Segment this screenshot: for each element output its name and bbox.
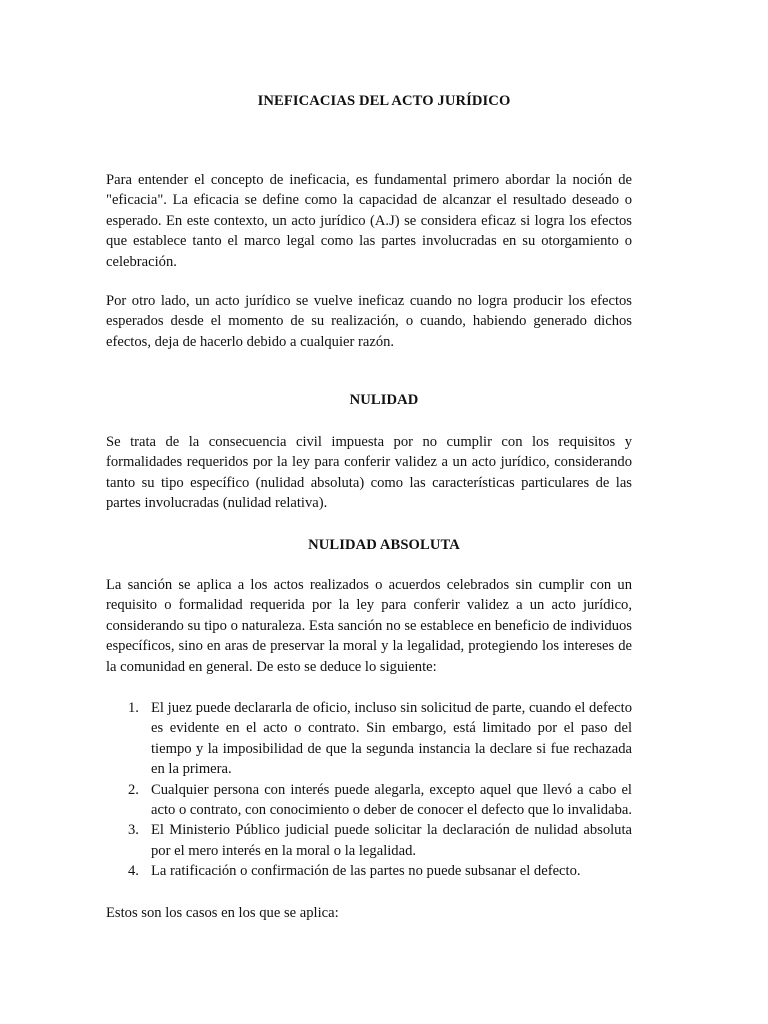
section-heading-nulidad-absoluta: NULIDAD ABSOLUTA [308, 537, 460, 553]
list-item-text: El Ministerio Público judicial puede solicitar la declaración de nulidad absoluta por el mero interés en la moral o la legalidad. [151, 822, 632, 859]
list-item [106, 861, 632, 881]
section-heading-nulidad: NULIDAD [349, 392, 419, 408]
list-item [106, 698, 632, 780]
list-item [106, 820, 632, 861]
intro-paragraph-2: Por otro lado, un acto jurídico se vuelve ineficaz cuando no logra producir los efectos esperados desde el momento de su realización, o cuando, habiendo generado dichos efectos, deja de hacerlo debido a cualquier razón. [106, 293, 632, 350]
consequences-list [106, 698, 632, 882]
list-item-text: La ratificación o confirmación de las partes no puede subsanar el defecto. [151, 863, 581, 880]
list-item-number: 4. [128, 863, 139, 880]
list-item [106, 780, 632, 821]
list-item-number: 3. [128, 822, 139, 839]
intro-paragraph-1: Para entender el concepto de ineficacia, es fundamental primero abordar la noción de "eficacia". La eficacia se define como la capacidad de alcanzar el resultado deseado o esperado. En este contexto, un acto jurídico (A.J) se considera eficaz si logra los efectos que establece tanto el marco legal como las partes involucradas en su otorgamiento o celebración. [106, 172, 632, 270]
document-title: INEFICACIAS DEL ACTO JURÍDICO [257, 93, 511, 109]
closing-paragraph: Estos son los casos en los que se aplica: [106, 905, 339, 921]
list-item-text: Cualquier persona con interés puede alegarla, excepto aquel que llevó a cabo el acto o contrato, con conocimiento o deber de conocer el defecto que lo invalidaba. [151, 781, 632, 819]
nulidad-paragraph: Se trata de la consecuencia civil impuesta por no cumplir con los requisitos y formalidades requeridos por la ley para conferir validez a un acto jurídico, considerando tanto su tipo específico (nulidad absoluta) como las características particulares de las partes involucradas (nulidad relativa). [106, 434, 632, 512]
nulidad-absoluta-paragraph: La sanción se aplica a los actos realizados o acuerdos celebrados sin cumplir con un requisito o formalidad requerida por la ley para conferir validez a un acto jurídico, considerando su tipo o naturaleza. Esta sanción no se establece en beneficio de individuos específicos, sino en aras de preservar la moral y la legalidad, protegiendo los intereses de la comunidad en general. De esto se deduce lo siguiente: [106, 577, 632, 675]
list-item-number: 1. [128, 700, 139, 716]
list-item-number: 2. [128, 781, 139, 798]
list-item-text: El juez puede declararla de oficio, incluso sin solicitud de parte, cuando el defecto es evidente en el acto o contrato. Sin embargo, está limitado por el paso del tiempo y la imposibilidad de que la segunda instancia la declare si fue rechazada en la primera. [151, 700, 632, 778]
